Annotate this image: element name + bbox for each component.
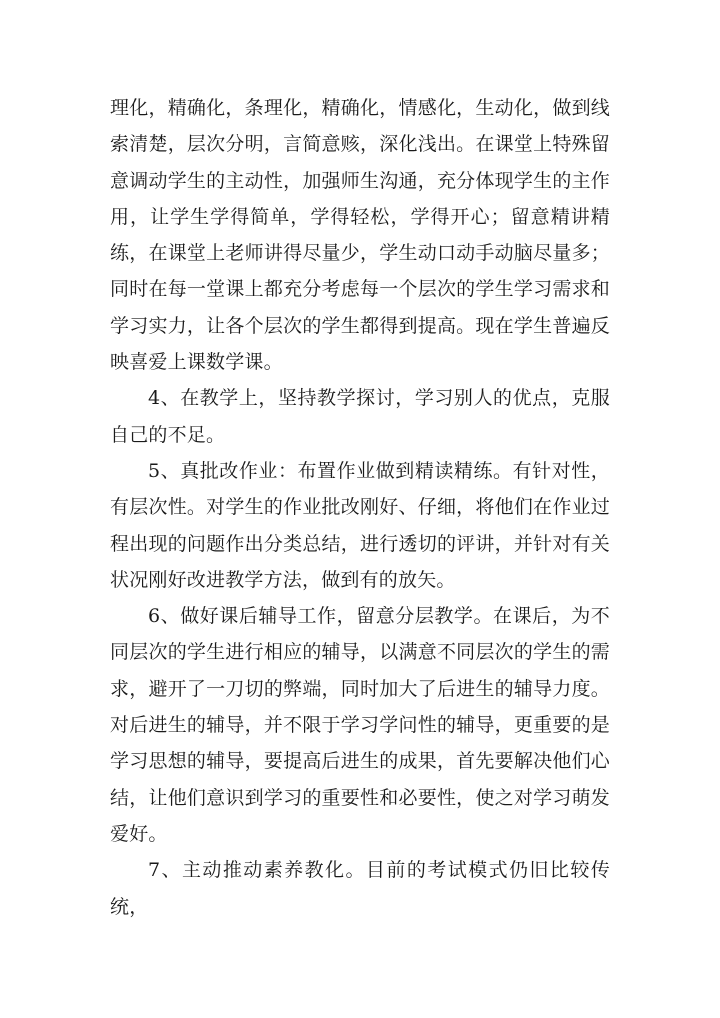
paragraph-continuation: 理化，精确化，条理化，精确化，情感化，生动化，做到线索清楚，层次分明，言简意赅，深化浅出。在课堂上特殊留意调动学生的主动性，加强师生沟通，充分体现学生的主作用，让学生学得简单，学得轻松，学得开心；留意精讲精练，在课堂上老师讲得尽量少，学生动口动手动脑尽量多；同时在每一堂课上都充分考虑每一个层次的学生学习需求和学习实力，让各个层次的学生都得到提高。现在学生普遍反映喜爱上课数学课。	[110, 97, 610, 374]
paragraph-item-6: 6、做好课后辅导工作，留意分层教学。在课后，为不同层次的学生进行相应的辅导，以满意不同层次的学生的需求，避开了一刀切的弊端，同时加大了后进生的辅导力度。对后进生的辅导，并不限于学习学问性的辅导，更重要的是学习思想的辅导，要提高后进生的成果，首先要解决他们心结，让他们意识到学习的重要性和必要性，使之对学习萌发爱好。	[110, 605, 610, 845]
paragraph-item-5: 5、真批改作业：布置作业做到精读精练。有针对性，有层次性。对学生的作业批改刚好、仔细，将他们在作业过程出现的问题作出分类总结，进行透切的评讲，并针对有关状况刚好改进教学方法，做到有的放矢。	[110, 459, 610, 591]
paragraph-item-7: 7、主动推动素养教化。目前的考试模式仍旧比较传统，	[110, 859, 610, 918]
document-body	[110, 90, 610, 925]
paragraph-item-4: 4、在教学上，坚持教学探讨，学习别人的优点，克服自己的不足。	[110, 387, 610, 446]
